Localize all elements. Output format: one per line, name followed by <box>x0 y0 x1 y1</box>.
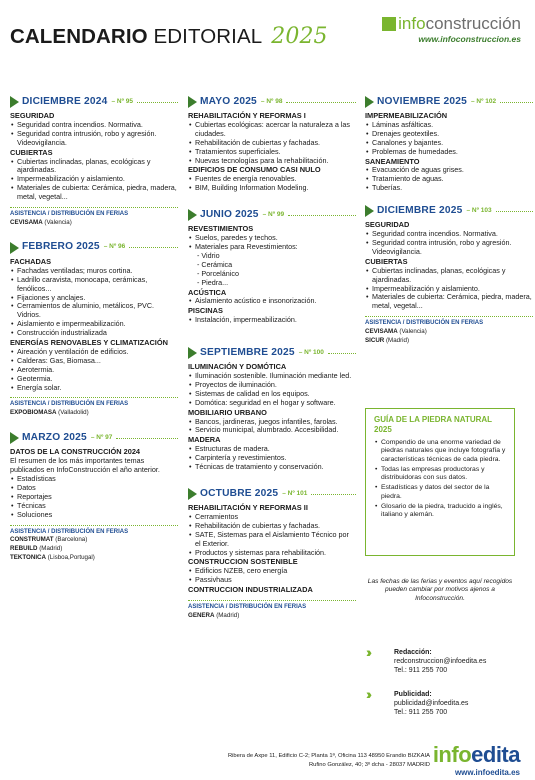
section-title: MOBILIARIO URBANO <box>188 407 267 417</box>
list-item: • Cerramientos de aluminio, metálicos, PVC. Vidrios. <box>10 302 178 320</box>
month-name: DICIEMBRE 2024 <box>22 95 108 107</box>
topic-list <box>188 372 356 408</box>
list-item: • Técnicas de tratamiento y conservación. <box>188 463 356 472</box>
list-item: • Aerotermia. <box>10 366 178 375</box>
list-item: • Proyectos de iluminación. <box>188 381 356 390</box>
fair-entry: REBUILD (Madrid) <box>10 545 63 553</box>
list-item: • Sistemas de calidad en los equipos. <box>188 390 356 399</box>
topic-list <box>188 513 356 558</box>
fair-entry: TEKTONICA (Lisboa,Portugal) <box>10 554 95 562</box>
month-heading <box>188 347 356 359</box>
topic-list <box>188 297 356 306</box>
section-title: REHABILITACIÓN Y REFORMAS I <box>188 111 306 120</box>
month-heading <box>10 432 178 444</box>
contact-label: Redacción: <box>394 649 432 656</box>
list-item: • Construcción industrializada <box>10 329 178 338</box>
issue-number: – Nº 102 <box>471 97 497 105</box>
topic-list <box>188 121 356 166</box>
fair-entry: GENERA (Madrid) <box>188 611 240 619</box>
section-title: ENERGÍAS RENOVABLES Y CLIMATIZACIÓN <box>10 338 168 348</box>
topic-list <box>10 348 178 393</box>
triangle-icon <box>188 347 197 359</box>
list-item: • Estadísticas y datos del sector de la piedra. <box>374 484 506 501</box>
topic-list <box>365 230 533 257</box>
list-item: • Cerramientos <box>188 513 356 522</box>
triangle-icon <box>10 432 19 444</box>
month-heading <box>188 488 356 500</box>
month-name: NOVIEMBRE 2025 <box>377 95 467 107</box>
triangle-icon <box>10 242 19 254</box>
list-item: - Cerámica <box>197 259 233 269</box>
section-title: CONSTRUCCION SOSTENIBLE <box>188 557 298 567</box>
fairs-heading: ASISTENCIA / DISTRIBUCIÓN EN FERIAS <box>188 600 356 612</box>
contact-label: Publicidad: <box>394 691 432 698</box>
month-heading <box>188 96 356 108</box>
box-title: GUÍA DE LA PIEDRA NATURAL 2025 <box>374 415 492 434</box>
list-item: • Calderas: Gas, Biomasa... <box>10 357 178 366</box>
list-item: • Materiales de cubierta: Cerámica, piedra, madera, metal, vegetal... <box>10 184 178 202</box>
issue-sep-2025 <box>188 347 356 472</box>
section-title: SANEAMIENTO <box>365 156 420 166</box>
list-item: • Evacuación de aguas grises. <box>365 166 533 175</box>
list-item: • Edificios NZEB, cero energía <box>188 567 356 576</box>
section-title: REHABILITACIÓN Y REFORMAS II <box>188 503 308 512</box>
list-item: • Aislamiento acústico e insonorización. <box>188 297 356 306</box>
list-item: • Geotermia. <box>10 375 178 384</box>
issue-dic-2025 <box>365 205 533 346</box>
topic-list <box>188 418 356 436</box>
topic-list <box>10 267 178 338</box>
list-item: - Porcelánico <box>197 268 239 278</box>
topic-list <box>188 316 356 325</box>
topic-list <box>10 121 178 148</box>
fairs-heading: ASISTENCIA / DISTRIBUCIÓN EN FERIAS <box>10 525 178 537</box>
month-name: SEPTIEMBRE 2025 <box>200 346 295 358</box>
list-item: • Fijaciones y anclajes. <box>10 294 178 303</box>
month-heading <box>365 96 533 108</box>
dotted-divider <box>328 353 356 354</box>
section-title: MADERA <box>188 435 221 445</box>
month-heading <box>10 242 178 254</box>
dotted-divider <box>500 102 533 103</box>
issue-number: – Nº 95 <box>111 97 133 105</box>
topic-list <box>10 475 178 520</box>
issue-nov-2025 <box>365 96 533 193</box>
list-item: • Rehabilitación de cubiertas y fachadas. <box>188 139 356 148</box>
issue-may-2025 <box>188 96 356 193</box>
page-title <box>10 24 328 49</box>
list-item: • Passivhaus <box>188 576 356 585</box>
section-title: CUBIERTAS <box>10 147 53 157</box>
logo-url[interactable]: www.infoedita.es <box>454 768 520 777</box>
title-year: 2025 <box>271 24 328 49</box>
dotted-divider <box>311 494 356 495</box>
triangle-icon <box>188 209 197 221</box>
list-item: - Vidrio <box>197 250 220 260</box>
section-title: ILUMINACIÓN Y DOMÓTICA <box>188 362 287 372</box>
topic-list <box>188 234 356 252</box>
guide-list <box>374 439 506 520</box>
issue-number: – Nº 97 <box>90 433 113 441</box>
triangle-icon <box>188 96 197 108</box>
month-name: OCTUBRE 2025 <box>200 487 279 499</box>
list-item: • Ladrillo caravista, monocapa, cerámicas, fenólicos... <box>10 276 178 294</box>
list-item: • Cubiertas inclinadas, planas, ecológicas y ajardinadas. <box>10 158 178 176</box>
fairs-heading: ASISTENCIA / DISTRIBUCIÓN EN FERIAS <box>10 207 178 219</box>
contact-email[interactable]: publicidad@infoedita.es <box>394 700 469 707</box>
list-item: • Tratamientos superficiales. <box>188 148 356 157</box>
contact-email[interactable]: redconstruccion@infoedita.es <box>394 658 487 665</box>
month-name: MAYO 2025 <box>200 95 257 107</box>
address-line: Rufino González, 40; 3º dcha - 28037 MADRID <box>308 762 430 768</box>
column-3 <box>365 96 533 354</box>
issue-number: – Nº 100 <box>298 348 324 356</box>
list-item: - Piedra... <box>197 277 229 287</box>
list-item: • Suelos, paredes y techos. <box>188 234 356 243</box>
month-name: FEBRERO 2025 <box>22 241 100 253</box>
list-item: • Láminas asfálticas. <box>365 121 533 130</box>
month-name: JUNIO 2025 <box>200 208 259 220</box>
section-title: FACHADAS <box>10 256 52 266</box>
list-item: • Tuberías. <box>365 184 533 193</box>
issue-number: – Nº 96 <box>103 243 126 251</box>
column-2 <box>188 96 356 629</box>
issue-feb-2025 <box>10 242 178 418</box>
contact-publicidad <box>366 686 516 717</box>
topic-list <box>188 445 356 472</box>
month-name: DICIEMBRE 2025 <box>377 204 463 216</box>
list-item: • Soluciones <box>10 511 178 520</box>
infoedita-logo <box>433 742 520 777</box>
list-item: • SATE, Sistemas para el Aislamiento Técnico por el Exterior. <box>188 531 356 549</box>
issue-number: – Nº 103 <box>466 206 492 214</box>
list-item: • Nuevas tecnologías para la rehabilitación. <box>188 157 356 166</box>
list-item: • BIM, Building Information Modeling. <box>188 184 356 193</box>
address-line: Ribera de Axpe 11, Edificio C-2; Planta 1ª, Oficina 113 48950 Erandio BIZKAIA <box>227 753 430 759</box>
list-item: • Seguridad contra incendios. Normativa. <box>10 121 178 130</box>
dotted-divider <box>137 102 178 103</box>
issue-mar-2025 <box>10 432 178 563</box>
section-title: PISCINAS <box>188 306 223 316</box>
fair-entry: EXPOBIOMASA (Valladolid) <box>10 409 89 417</box>
issue-jun-2025 <box>188 209 356 325</box>
list-item: • Canalones y bajantes. <box>365 139 533 148</box>
dotted-divider <box>496 211 533 212</box>
triangle-icon <box>188 488 197 500</box>
month-heading <box>365 205 533 217</box>
list-item: • Aislamiento e impermeabilización. <box>10 320 178 329</box>
contact-phone: Tel.: 911 255 700 <box>394 667 448 674</box>
logo-name: infoedita <box>432 742 520 767</box>
fair-entry: CEVISAMA (Valencia) <box>10 218 72 226</box>
double-chevron-icon: ››› <box>366 686 368 702</box>
dotted-divider <box>129 247 178 248</box>
month-heading <box>188 209 356 221</box>
section-title: SEGURIDAD <box>365 220 410 230</box>
triangle-icon <box>365 205 374 217</box>
list-item: • Drenajes geotextiles. <box>365 130 533 139</box>
month-heading <box>10 96 178 108</box>
month-name: MARZO 2025 <box>22 431 87 443</box>
list-item: • Iluminación sostenible. Iluminación mediante led. <box>188 372 356 381</box>
list-item: • Fuentes de energía renovables. <box>188 175 356 184</box>
topic-list <box>365 121 533 157</box>
dotted-divider <box>288 215 356 216</box>
fair-entry: CEVISAMA (Valencia) <box>365 328 427 336</box>
triangle-icon <box>10 96 19 108</box>
list-item: • Seguridad contra intrusión, robo y agresión. Videovigilancia. <box>10 130 178 148</box>
list-item: • Materiales para Revestimientos: <box>188 243 356 252</box>
issue-number: – Nº 101 <box>282 489 308 497</box>
list-item: • Productos y sistemas para rehabilitación. <box>188 549 356 558</box>
issue-oct-2025 <box>188 488 356 621</box>
section-title: REVESTIMIENTOS <box>188 224 254 234</box>
list-item: • Todas las empresas productoras y distribuidoras con sus datos. <box>374 466 506 483</box>
issue-number: – Nº 98 <box>260 97 283 105</box>
footer-address <box>205 752 430 770</box>
topic-list <box>188 567 356 585</box>
section-title: CUBIERTAS <box>365 256 408 266</box>
contact-phone: Tel.: 911 255 700 <box>394 709 448 716</box>
fair-entry: SICUR (Madrid) <box>365 337 410 345</box>
dotted-divider <box>116 438 178 439</box>
contact-redaccion <box>366 644 516 675</box>
list-item: • Estadísticas <box>10 475 178 484</box>
fair-list <box>10 536 178 563</box>
topic-list <box>188 175 356 193</box>
list-item: • Impermeabilización y aislamiento. <box>10 175 178 184</box>
list-item: • Fachadas ventiladas; muros cortina. <box>10 267 178 276</box>
logo-name: infoconstrucción <box>398 14 521 33</box>
section-title: EDIFICIOS DE CONSUMO CASI NULO <box>188 165 321 175</box>
column-1 <box>10 96 178 571</box>
topic-list <box>365 166 533 193</box>
issue-dic-2024 <box>10 96 178 228</box>
title-light: EDITORIAL <box>153 25 262 48</box>
section-title: SEGURIDAD <box>10 111 55 120</box>
list-item: • Seguridad contra intrusión, robo y agresión. Videovigilancia. <box>365 239 533 257</box>
infoconstruccion-logo <box>382 14 521 44</box>
list-item: • Estructuras de madera. <box>188 445 356 454</box>
list-item: • Impermeabilización y aislamiento. <box>365 285 533 294</box>
title-bold: CALENDARIO <box>10 25 148 48</box>
list-item: • Seguridad contra incendios. Normativa. <box>365 230 533 239</box>
list-item: • Servicio municipal, alumbrado. Accesibilidad. <box>188 426 356 435</box>
list-item: • Técnicas <box>10 502 178 511</box>
list-item: • Aireación y ventilación de edificios. <box>10 348 178 357</box>
material-sublist <box>188 252 356 288</box>
dotted-divider <box>286 102 356 103</box>
logo-url: www.infoconstruccion.es <box>418 34 521 44</box>
list-item: • Materiales de cubierta: Cerámica, piedra, madera, metal, vegetal... <box>365 293 533 311</box>
fair-list <box>365 328 533 346</box>
list-item: • Datos <box>10 484 178 493</box>
section-title: CONTRUCCION INDUSTRIALIZADA <box>188 585 313 595</box>
fair-entry: CONSTRUMAT (Barcelona) <box>10 536 88 544</box>
list-item: • Instalación, impermeabilización. <box>188 316 356 325</box>
section-title: IMPERMEABILIZACIÓN <box>365 111 448 120</box>
list-item: • Domótica: seguridad en el hogar y software. <box>188 399 356 408</box>
list-item: • Problemas de humedades. <box>365 148 533 157</box>
list-item: • Tratamiento de aguas. <box>365 175 533 184</box>
list-item: • Compendio de una enorme variedad de piedras naturales que incluye fotografía y características técnicas de cada piedra. <box>374 439 506 464</box>
topic-list <box>365 267 533 312</box>
list-item: • Rehabilitación de cubiertas y fachadas. <box>188 522 356 531</box>
list-item: • Glosario de la piedra, traducido a inglés, italiano y alemán. <box>374 503 506 520</box>
triangle-icon <box>365 96 374 108</box>
double-chevron-icon: ››› <box>366 644 368 660</box>
topic-list <box>10 158 178 203</box>
section-text: El resumen de los más importantes temas publicados en InfoConstrucción el año anterior. <box>10 456 160 475</box>
issue-number: – Nº 99 <box>262 210 285 218</box>
list-item: • Bancos, jardineras, juegos infantiles, farolas. <box>188 418 356 427</box>
list-item: • Cubiertas ecológicas: acercar la naturaleza a las ciudades. <box>188 121 356 139</box>
list-item: • Energía solar. <box>10 384 178 393</box>
logo-mark-icon <box>382 17 396 31</box>
list-item: • Cubiertas inclinadas, planas, ecológicas y ajardinadas. <box>365 267 533 285</box>
disclaimer-note: Las fechas de las ferias y eventos aquí recogidos pueden cambiar por motivos ajenos a Infoconstrucción. <box>367 578 513 602</box>
section-title: DATOS DE LA CONSTRUCCIÓN 2024 <box>10 447 141 457</box>
list-item: • Carpintería y revestimientos. <box>188 454 356 463</box>
fairs-heading: ASISTENCIA / DISTRIBUCIÓN EN FERIAS <box>10 397 178 409</box>
section-title: ACÚSTICA <box>188 287 227 297</box>
fairs-heading: ASISTENCIA / DISTRIBUCIÓN EN FERIAS <box>365 316 533 328</box>
piedra-natural-box <box>365 408 515 556</box>
list-item: • Reportajes <box>10 493 178 502</box>
